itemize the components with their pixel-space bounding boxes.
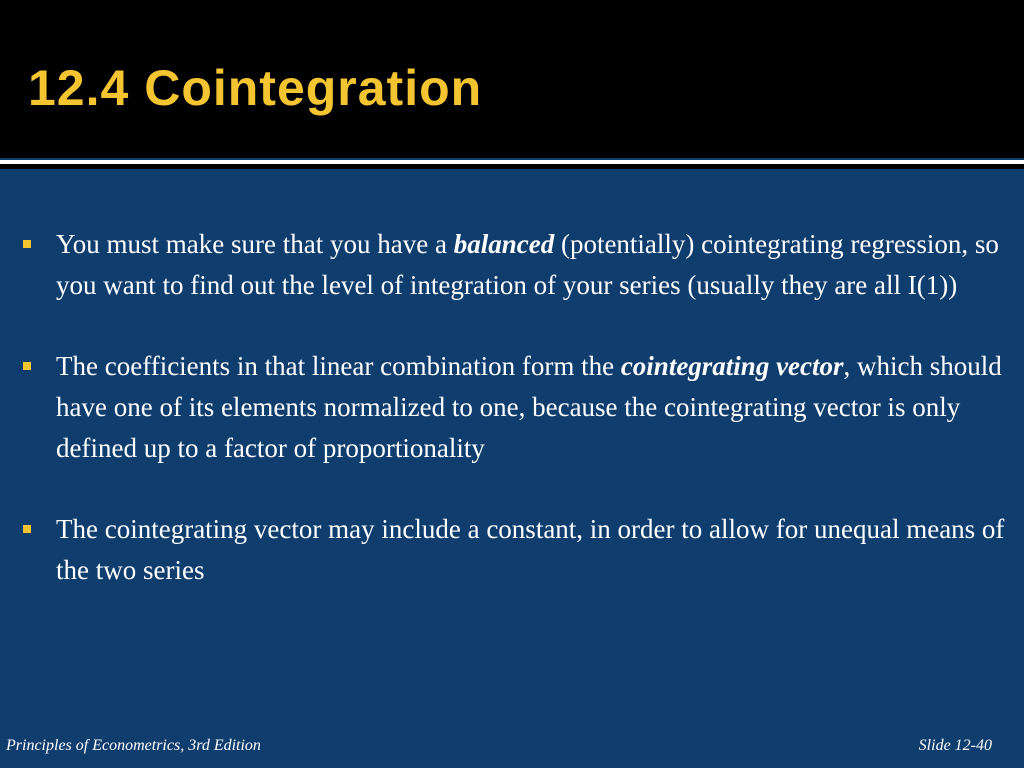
title-divider-shadow [0, 164, 1024, 169]
bullet-text: The coefficients in that linear combination form the [56, 351, 621, 381]
title-bar [0, 0, 1024, 158]
bullet-text: , which should have one of its elements normalized to one, because the cointegrating vector is only defined up to a factor of proportionality [56, 351, 1002, 463]
footer-slide-number: Slide 12-40 [918, 737, 992, 754]
bullet-item [0, 224, 1024, 306]
slide-title: 12.4 Cointegration [28, 60, 483, 116]
square-bullet-icon [23, 362, 31, 370]
emphasized-term: cointegrating vector [620, 351, 844, 381]
bullet-list [0, 224, 1024, 631]
bullet-text: (potentially) cointegrating regression, so you want to find out the level of integration of your series (usually they are all I(1)) [56, 229, 999, 300]
footer-book-title: Principles of Econometrics, 3rd Edition [6, 737, 261, 754]
bullet-text: You must make sure that you have a [56, 229, 454, 259]
bullet-item [0, 509, 1024, 591]
bullet-text: The cointegrating vector may include a constant, in order to allow for unequal means of the two series [56, 514, 1005, 585]
emphasized-term: balanced [453, 229, 555, 259]
square-bullet-icon [23, 240, 31, 248]
bullet-item [0, 346, 1024, 469]
square-bullet-icon [23, 525, 31, 533]
